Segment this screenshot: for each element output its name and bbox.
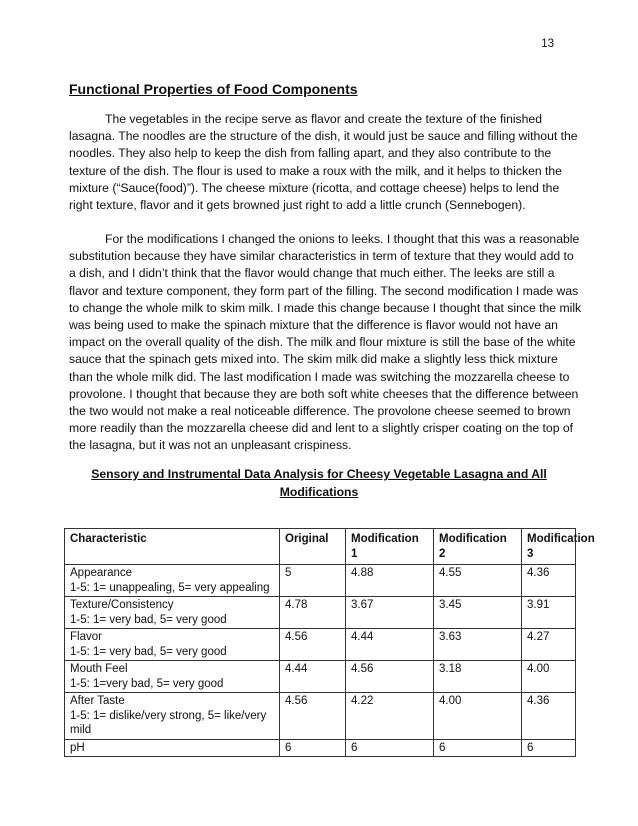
- paragraph-line: the lasagna, but it was not an unpleasant crispiness.: [69, 438, 352, 453]
- table-row: [65, 693, 576, 740]
- paragraph-line: was being used to make the spinach mixture that the difference is flavor would not have an: [69, 318, 558, 333]
- value-cell: 3.91: [522, 597, 576, 629]
- section-heading: Functional Properties of Food Components: [69, 81, 358, 97]
- paragraph-line: the two would not make a real noticeable difference. The provolone cheese seemed to brown: [69, 404, 571, 419]
- value-cell: 3.45: [434, 597, 522, 629]
- characteristic-scale: 1-5: 1= very bad, 5= very good: [70, 645, 227, 658]
- paragraph-line: more readily than the mozzarella cheese did and lent to a slightly crisper coating on the top of: [69, 421, 574, 436]
- value-cell: 4.56: [280, 629, 346, 661]
- value-cell: 4.55: [434, 565, 522, 597]
- value-cell: 4.44: [280, 661, 346, 693]
- characteristic-cell: [65, 739, 280, 757]
- value-cell: 4.36: [522, 693, 576, 740]
- characteristic-name: pH: [70, 741, 85, 754]
- caption-line: Sensory and Instrumental Data Analysis for Cheesy Vegetable Lasagna and All: [91, 467, 547, 481]
- paragraph-line: The vegetables in the recipe serve as flavor and create the texture of the finished: [105, 112, 542, 126]
- value-cell: 4.00: [522, 661, 576, 693]
- characteristic-name: Texture/Consistency: [70, 599, 174, 611]
- paragraph-line: flavor and texture component, they form part of the filling. The second modification I made was: [69, 283, 579, 298]
- value-cell: 4.00: [434, 693, 522, 740]
- characteristic-scale: 1-5: 1= dislike/very strong, 5= like/very mild: [70, 709, 267, 736]
- paragraph-line: lasagna. The noodles are the structure of the dish, it would just be sauce and filling without the: [69, 129, 578, 144]
- value-cell: 3.67: [346, 597, 434, 629]
- value-cell: 6: [346, 739, 434, 757]
- sensory-data-table: [64, 528, 595, 757]
- value-cell: 3.18: [434, 661, 522, 693]
- value-cell: 4.78: [280, 597, 346, 629]
- characteristic-cell: [65, 597, 280, 629]
- table-row: [65, 565, 576, 597]
- table-caption: [69, 465, 569, 501]
- value-cell: 5: [280, 565, 346, 597]
- value-cell: 4.88: [346, 565, 434, 597]
- table-row: [65, 739, 576, 757]
- value-cell: 4.36: [522, 565, 576, 597]
- table-row: [65, 597, 576, 629]
- paragraph-line: provolone. I thought that because they are both soft white cheeses that the difference between: [69, 386, 579, 401]
- characteristic-cell: [65, 661, 280, 693]
- header-modification-3: Modification 3: [522, 529, 576, 565]
- header-characteristic: Characteristic: [65, 529, 280, 565]
- paragraph-line: impact on the overall quality of the dish. The milk and flour mixture is still the base of the white: [69, 335, 576, 350]
- caption-line: Modifications: [279, 485, 359, 499]
- characteristic-name: After Taste: [70, 695, 125, 707]
- value-cell: 6: [522, 739, 576, 757]
- characteristic-cell: [65, 629, 280, 661]
- page-number: 13: [541, 38, 554, 50]
- value-cell: 4.56: [346, 661, 434, 693]
- value-cell: 6: [434, 739, 522, 757]
- header-modification-2: Modification 2: [434, 529, 522, 565]
- value-cell: 4.22: [346, 693, 434, 740]
- header-modification-1: Modification 1: [346, 529, 434, 565]
- characteristic-name: Appearance: [70, 567, 133, 579]
- paragraph-line: than the whole milk did. The last modification I made was switching the mozzarella cheese to: [69, 369, 570, 384]
- paragraph-line: right texture, flavor and it gets browned just right to add a little crunch (Sennebogen).: [69, 198, 526, 213]
- paragraph-line: texture of the dish. The flour is used to make a roux with the milk, and it helps to thicken the: [69, 163, 562, 178]
- paragraph-functional-properties: [69, 111, 578, 214]
- value-cell: 3.63: [434, 629, 522, 661]
- paragraph-line: substitution because they have similar characteristics in term of texture that they would add to: [69, 249, 574, 264]
- paragraph-line: For the modifications I changed the onions to leeks. I thought that this was a reasonable: [105, 232, 580, 246]
- characteristic-cell: [65, 565, 280, 597]
- characteristic-scale: 1-5: 1=very bad, 5= very good: [70, 677, 224, 690]
- paragraph-line: mixture (“Sauce(food)”). The cheese mixture (ricotta, and cottage cheese) helps to lend the: [69, 180, 560, 195]
- value-cell: 4.44: [346, 629, 434, 661]
- value-cell: 6: [280, 739, 346, 757]
- table-header-row: [65, 529, 576, 565]
- value-cell: 4.27: [522, 629, 576, 661]
- table-row: [65, 629, 576, 661]
- paragraph-line: noodles. They also help to keep the dish from falling apart, and they also contribute to the: [69, 146, 552, 161]
- characteristic-name: Mouth Feel: [70, 663, 128, 675]
- value-cell: 4.56: [280, 693, 346, 740]
- paragraph-line: a dish, and I didn’t think that the flavor would change that much either. The leeks are still a: [69, 266, 555, 281]
- header-original: Original: [280, 529, 346, 565]
- paragraph-line: to change the whole milk to skim milk. I made this change because I thought that since the milk: [69, 300, 582, 315]
- characteristic-scale: 1-5: 1= unappealing, 5= very appealing: [70, 581, 270, 594]
- characteristic-name: Flavor: [70, 631, 102, 643]
- characteristic-cell: [65, 693, 280, 740]
- paragraph-modifications: [69, 231, 582, 455]
- table-row: [65, 661, 576, 693]
- paragraph-line: sauce that the spinach gets mixed into. The skim milk did make a slightly less thick mixture: [69, 352, 558, 367]
- characteristic-scale: 1-5: 1= very bad, 5= very good: [70, 613, 227, 626]
